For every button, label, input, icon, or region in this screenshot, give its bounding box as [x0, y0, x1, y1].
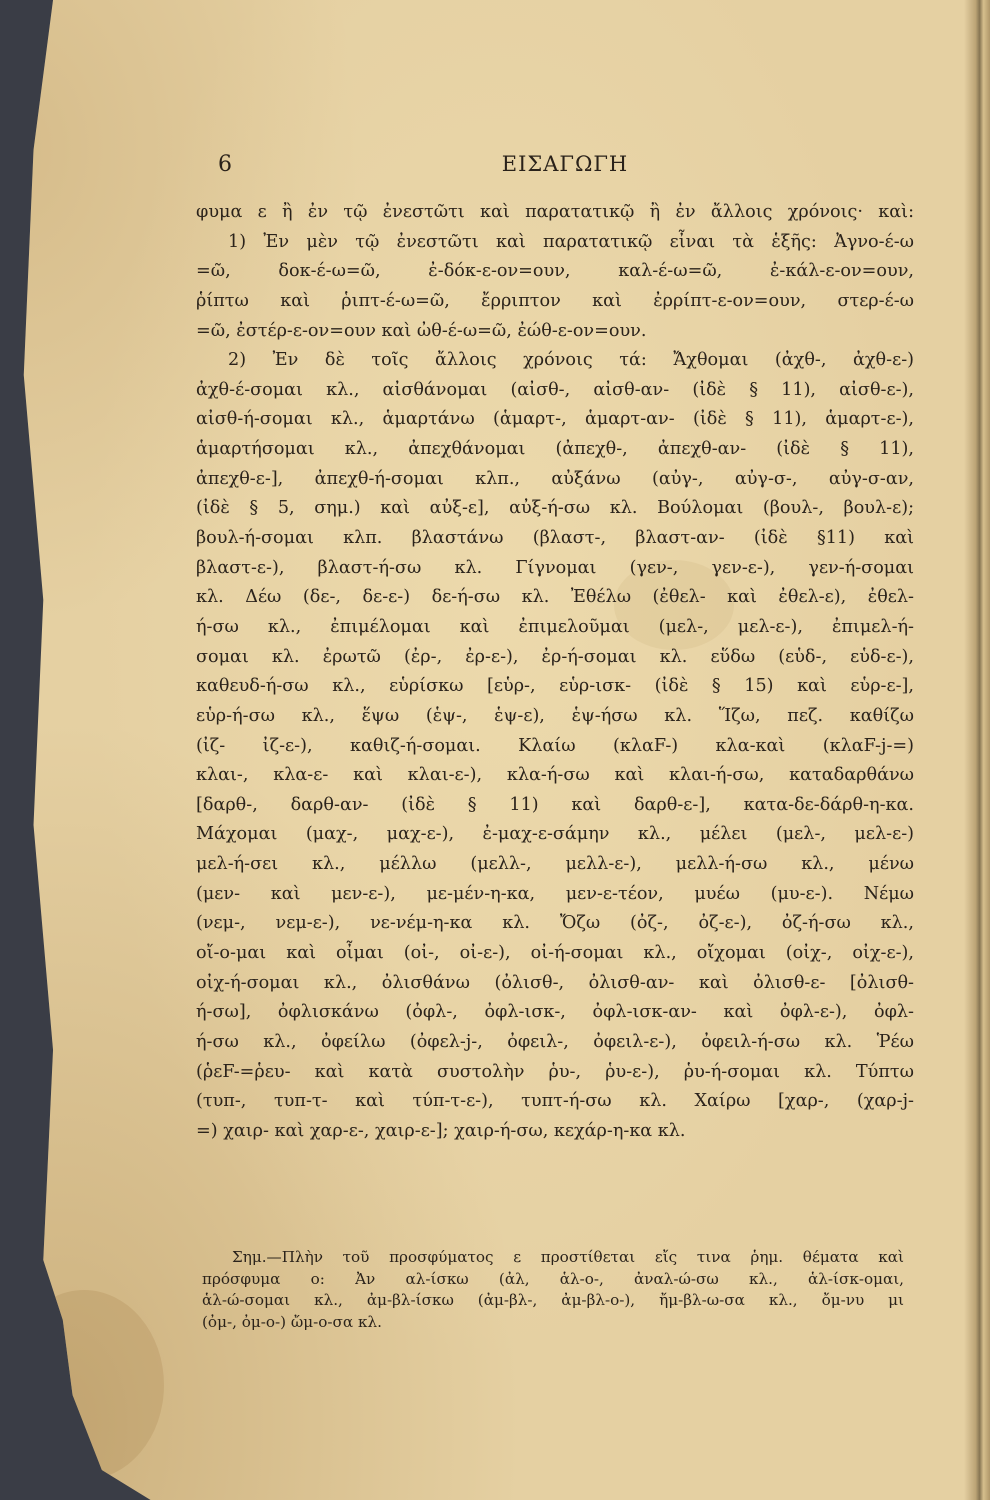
text-line: ή-σω κλ., ἐπιμέλομαι καὶ ἐπιμελοῦμαι (μελ-, μελ-ε-), ἐπιμελ-ή-	[196, 616, 914, 637]
text-line: (ῥεF-=ῥευ- καὶ κατὰ συστολὴν ῥυ-, ῥυ-ε-), ῥυ-ή-σομαι κλ. Τύπτω	[196, 1061, 914, 1082]
text-line: φυμα ε ἢ ἐν τῷ ἐνεστῶτι καὶ παρατατικῷ ἢ ἐν ἄλλοις χρόνοις· καὶ:	[196, 202, 914, 222]
text-line: καθευδ-ή-σω κλ., εὑρίσκω [εὑρ-, εὑρ-ισκ- (ἰδὲ § 15) καὶ εὑρ-ε-],	[196, 676, 914, 697]
footnote-line: (ὀμ-, ὀμ-ο-) ὤμ-ο-σα κλ.	[202, 1313, 382, 1332]
text-line: ἁμαρτήσομαι κλ., ἀπεχθάνομαι (ἀπεχθ-, ἀπεχθ-αν- (ἰδὲ § 11),	[196, 439, 914, 460]
text-line: =ῶ, ἐστέρ-ε-ον=ουν καὶ ὠθ-έ-ω=ῶ, ἐώθ-ε-ον=ουν.	[196, 320, 647, 341]
text-line: σομαι κλ. ἐρωτῶ (ἐρ-, ἐρ-ε-), ἐρ-ή-σομαι κλ. εὕδω (εὑδ-, εὑδ-ε-),	[196, 646, 914, 667]
text-line: κλαι-, κλα-ε- καὶ κλαι-ε-), κλα-ή-σω καὶ κλαι-ή-σω, καταδαρθάνω	[196, 765, 914, 786]
text-line: (ἰδὲ § 5, σημ.) καὶ αὐξ-ε], αὐξ-ή-σω κλ. Βούλομαι (βουλ-, βουλ-ε);	[196, 498, 914, 519]
text-line: οἴ-ο-μαι καὶ οἶμαι (οἰ-, οἰ-ε-), οἰ-ή-σομαι κλ., οἴχομαι (οἰχ-, οἰχ-ε-),	[196, 943, 914, 964]
text-line: =ῶ, δοκ-έ-ω=ῶ, ἐ-δόκ-ε-ον=ουν, καλ-έ-ω=ῶ, ἐ-κάλ-ε-ον=ουν,	[196, 261, 914, 282]
text-line: (ἰζ- ἰζ-ε-), καθιζ-ή-σομαι. Κλαίω (κλαF-) κλα-καὶ (κλαF-j-=)	[196, 735, 914, 756]
text-line: κλ. Δέω (δε-, δε-ε-) δε-ή-σω κλ. Ἐθέλω (ἐθελ- καὶ ἐθελ-ε), ἐθελ-	[196, 587, 914, 608]
text-line: ἀπεχθ-ε-], ἀπεχθ-ή-σομαι κλπ., αὐξάνω (αὐγ-, αὐγ-σ-, αὐγ-σ-αν,	[196, 468, 914, 489]
text-line: ἀχθ-έ-σομαι κλ., αἰσθάνομαι (αἰσθ-, αἰσθ-αν- (ἰδὲ § 11), αἰσθ-ε-),	[196, 379, 914, 400]
text-line: =) χαιρ- καὶ χαρ-ε-, χαιρ-ε-]; χαιρ-ή-σω, κεχάρ-η-κα κλ.	[196, 1120, 686, 1141]
text-line: [δαρθ-, δαρθ-αν- (ἰδὲ § 11) καὶ δαρθ-ε-], κατα-δε-δάρθ-η-κα.	[196, 794, 914, 815]
text-line: (νεμ-, νεμ-ε-), νε-νέμ-η-κα κλ. Ὄζω (ὀζ-, ὀζ-ε-), ὀζ-ή-σω κλ.,	[196, 913, 914, 934]
text-line: ή-σω κλ., ὀφείλω (ὀφελ-j-, ὀφειλ-, ὀφειλ-ε-), ὀφειλ-ή-σω κλ. Ῥέω	[196, 1031, 914, 1052]
footnote	[202, 1247, 904, 1334]
page-header	[210, 152, 920, 182]
text-line: αἰσθ-ή-σομαι κλ., ἁμαρτάνω (ἁμαρτ-, ἁμαρτ-αν- (ἰδὲ § 11), ἁμαρτ-ε-),	[196, 409, 914, 430]
text-line: εὑρ-ή-σω κλ., ἕψω (ἑψ-, ἑψ-ε), ἑψ-ήσω κλ. Ἵζω, πεζ. καθίζω	[196, 705, 914, 726]
age-stain	[4, 1290, 164, 1480]
text-line: (μεν- καὶ μεν-ε-), με-μέν-η-κα, μεν-ε-τέον, μυέω (μυ-ε-). Νέμω	[196, 883, 914, 904]
page-number: 6	[218, 152, 232, 177]
text-line: (τυπ-, τυπ-τ- καὶ τύπ-τ-ε-), τυπτ-ή-σω κλ. Χαίρω [χαρ-, (χαρ-j-	[196, 1091, 914, 1112]
footnote-line: ἁλ-ώ-σομαι κλ., ἀμ-βλ-ίσκω (ἀμ-βλ-, ἀμ-βλ-ο-), ἤμ-βλ-ω-σα κλ., ὄμ-νυ μι	[202, 1291, 904, 1310]
text-line: οἰχ-ή-σομαι κλ., ὀλισθάνω (ὀλισθ-, ὀλισθ-αν- καὶ ὀλισθ-ε- [ὀλισθ-	[196, 972, 914, 993]
footnote-line: πρόσφυμα ο: Ἀν αλ-ίσκω (ἀλ, ἁλ-ο-, ἀναλ-ώ-σω κλ., ἁλ-ίσκ-ομαι,	[202, 1269, 904, 1288]
text-line: Μάχομαι (μαχ-, μαχ-ε-), ἐ-μαχ-ε-σάμην κλ., μέλει (μελ-, μελ-ε-)	[196, 824, 914, 845]
text-line: 1) Ἐν μὲν τῷ ἐνεστῶτι καὶ παρατατικῷ εἶναι τὰ ἑξῆς: Ἀγνο-έ-ω	[228, 231, 914, 252]
running-head: ΕΙΣΑΓΩΓΗ	[501, 152, 629, 176]
footnote-line: Σημ.—Πλὴν τοῦ προσφύματος ε προστίθεται εἴς τινα ῥημ. θέματα καὶ	[232, 1248, 904, 1266]
main-text	[196, 198, 914, 1147]
text-line: βουλ-ή-σομαι κλπ. βλαστάνω (βλαστ-, βλαστ-αν- (ἰδὲ §11) καὶ	[196, 528, 914, 549]
page-gutter	[964, 0, 990, 1500]
text-line: ή-σω], ὀφλισκάνω (ὀφλ-, ὀφλ-ισκ-, ὀφλ-ισκ-αν- καὶ ὀφλ-ε-), ὀφλ-	[196, 1002, 914, 1023]
text-line: βλαστ-ε-), βλαστ-ή-σω κλ. Γίγνομαι (γεν-, γεν-ε-), γεν-ή-σομαι	[196, 557, 914, 578]
text-line: 2) Ἐν δὲ τοῖς ἄλλοις χρόνοις τά: Ἄχθομαι (ἀχθ-, ἀχθ-ε-)	[228, 350, 914, 371]
text-line: ῥίπτω καὶ ῥιπτ-έ-ω=ῶ, ἔρριπτον καὶ ἐρρίπτ-ε-ον=ουν, στερ-έ-ω	[196, 290, 914, 311]
text-line: μελ-ή-σει κλ., μέλλω (μελλ-, μελλ-ε-), μελλ-ή-σω κλ., μένω	[196, 854, 914, 875]
